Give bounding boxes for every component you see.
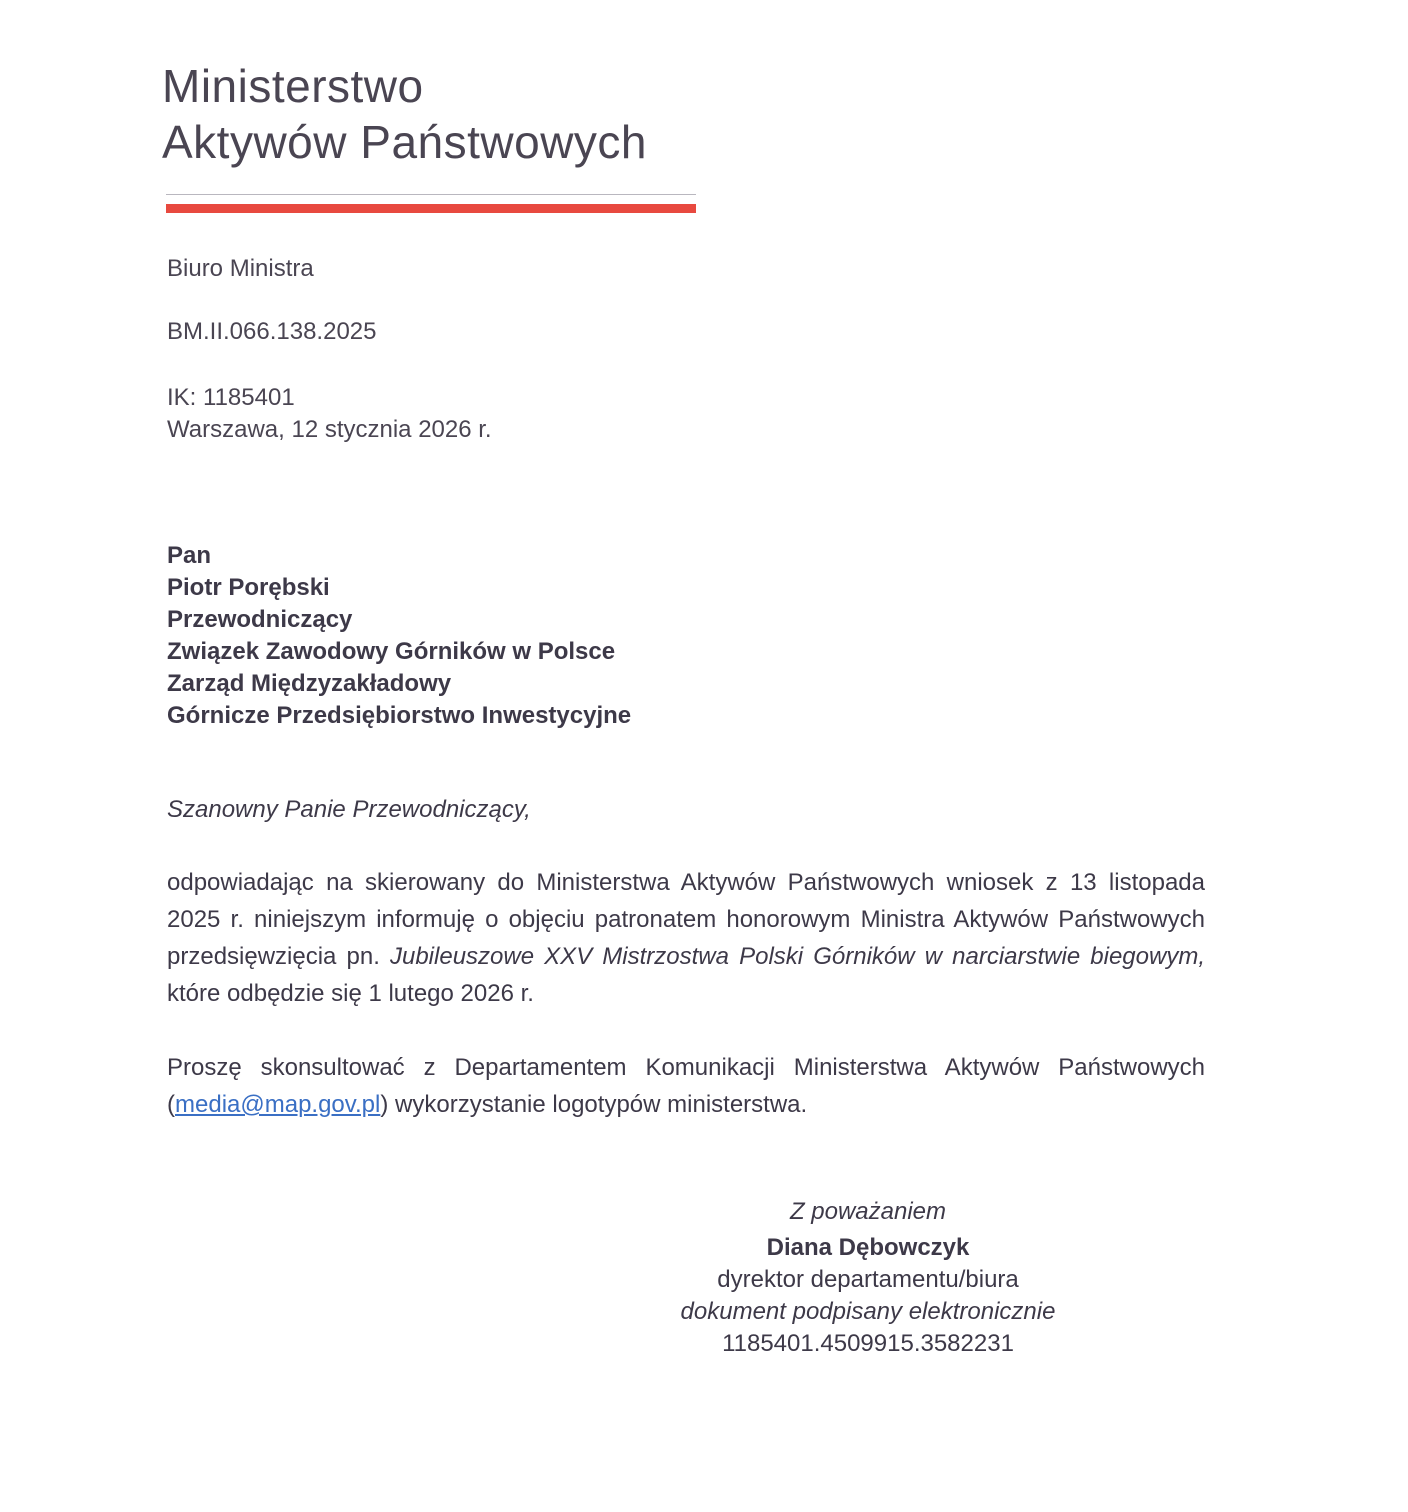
place-date: Warszawa, 12 stycznia 2026 r. xyxy=(167,416,492,443)
closing: Z poważaniem xyxy=(789,1198,947,1225)
reference-number: BM.II.066.138.2025 xyxy=(167,318,377,345)
body-paragraph-2 xyxy=(167,1049,1205,1123)
para2-text: Proszę skonsultować z Departamentem Komunikacji Ministerstwa Aktywów Państwowych ( xyxy=(167,1054,1205,1118)
recipient-line: Górnicze Przedsiębiorstwo Inwestycyjne xyxy=(167,702,632,729)
signature-block xyxy=(640,1196,1096,1360)
e-signature-note: dokument podpisany elektronicznie xyxy=(680,1298,1056,1325)
header-accent-bar xyxy=(166,204,696,213)
para2-end: ) wykorzystanie logotypów ministerstwa. xyxy=(380,1091,808,1118)
recipient-line: Związek Zawodowy Górników w Polsce xyxy=(167,638,616,665)
recipient-line: Przewodniczący xyxy=(167,606,353,633)
signatory-title: dyrektor departamentu/biura xyxy=(717,1266,1019,1293)
event-name: Jubileuszowe XXV Mistrzostwa Polski Górników w narciarstwie biegowym, xyxy=(389,943,1205,970)
recipient-block xyxy=(167,540,631,732)
header-divider xyxy=(166,194,696,195)
para1-text: odpowiadając na skierowany do Ministerstwa Aktywów Państwowych wniosek z 13 listopada 2025 r. niniejszym informuję o objęciu patronatem honorowym Ministra Aktywów Państwowych przedsięwzięcia pn. xyxy=(167,869,1205,970)
signatory-name: Diana Dębowczyk xyxy=(766,1234,970,1261)
office-name: Biuro Ministra xyxy=(167,255,314,282)
body-paragraph-1 xyxy=(167,864,1205,1012)
para1-end: które odbędzie się 1 lutego 2026 r. xyxy=(167,980,534,1007)
recipient-line: Pan xyxy=(167,542,212,569)
email-link[interactable]: media@map.gov.pl xyxy=(175,1091,381,1118)
letterhead xyxy=(162,58,722,170)
recipient-line: Piotr Porębski xyxy=(167,574,330,601)
salutation: Szanowny Panie Przewodniczący, xyxy=(167,796,531,823)
ik-and-date xyxy=(167,382,492,446)
recipient-line: Zarząd Międzyzakładowy xyxy=(167,670,452,697)
document-id: 1185401.4509915.3582231 xyxy=(722,1330,1014,1357)
ministry-name-line2: Aktywów Państwowych xyxy=(162,116,647,168)
ministry-name-line1: Ministerstwo xyxy=(162,60,424,112)
ik-number: IK: 1185401 xyxy=(167,384,295,411)
